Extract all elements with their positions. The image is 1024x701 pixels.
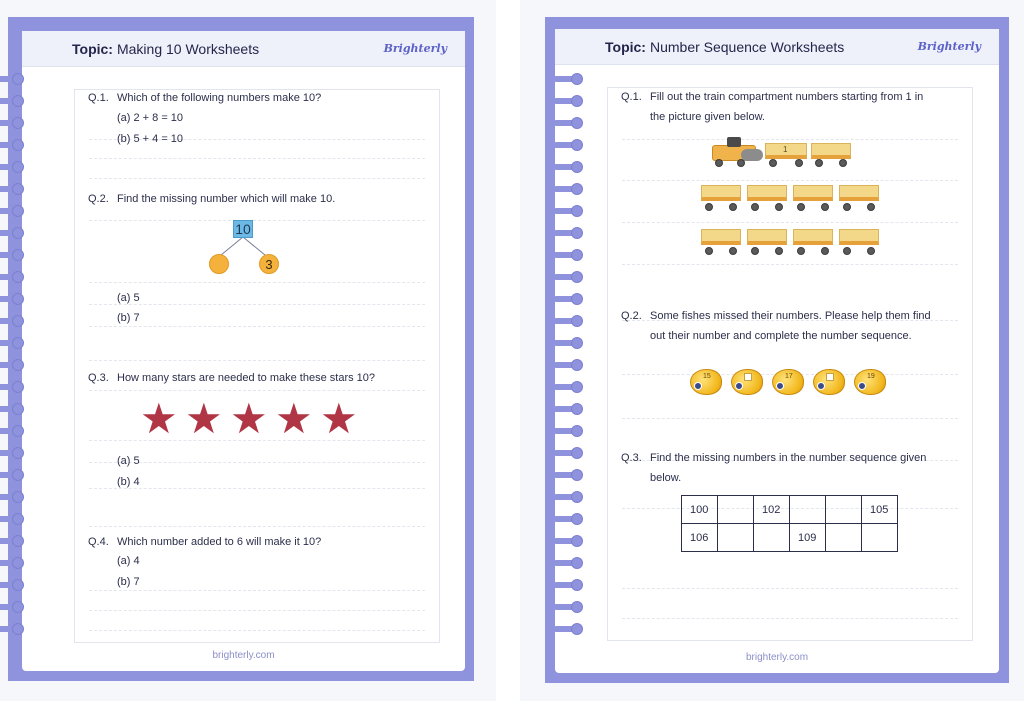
spiral-ring-icon [553, 403, 587, 415]
option-a[interactable]: (a) 5 [117, 455, 140, 467]
train-engine-boiler [741, 149, 763, 161]
question-text: Which number added to 6 will make it 10? [117, 536, 322, 548]
right-worksheet-paper [555, 29, 999, 673]
train-car [747, 185, 787, 201]
train-car-number: 1 [783, 145, 788, 154]
spiral-ring-icon [0, 161, 28, 173]
worksheet-title: Making 10 Worksheets [116, 40, 260, 57]
question-2 [88, 193, 335, 205]
rule-line [89, 220, 425, 221]
train-wheel [843, 203, 851, 211]
spiral-ring-icon [0, 513, 28, 525]
train-wheel [751, 247, 759, 255]
spiral-ring-icon [553, 447, 587, 459]
train-wheel [795, 159, 803, 167]
train-wheel [867, 203, 875, 211]
spiral-ring-icon [553, 601, 587, 613]
rule-line [89, 630, 425, 631]
spiral-ring-icon [0, 271, 28, 283]
question-1-continued: the picture given below. [650, 111, 765, 123]
spiral-ring-icon [553, 271, 587, 283]
table-cell-blank[interactable] [826, 496, 862, 524]
spiral-ring-icon [553, 557, 587, 569]
question-text: Fill out the train compartment numbers starting from 1 in [650, 91, 924, 103]
train-car [793, 229, 833, 245]
spiral-ring-icon [553, 293, 587, 305]
star-icon: ★ [140, 395, 178, 442]
question-number: Q.1. [621, 91, 642, 103]
train-wheel [839, 159, 847, 167]
option-a[interactable]: (a) 5 [117, 292, 140, 304]
spiral-ring-icon [553, 95, 587, 107]
table-cell-blank[interactable] [718, 496, 754, 524]
train-wheel [775, 203, 783, 211]
rule-line [89, 590, 425, 591]
train-wheel [821, 247, 829, 255]
number-bond-part: 3 [259, 254, 279, 274]
train-car [839, 229, 879, 245]
question-3 [88, 372, 375, 384]
spiral-ring-icon [0, 447, 28, 459]
spiral-ring-icon [553, 381, 587, 393]
question-number: Q.3. [621, 452, 642, 464]
spiral-ring-icon [0, 403, 28, 415]
train-car [793, 185, 833, 201]
table-cell: 100 [682, 496, 718, 524]
spiral-ring-icon [0, 139, 28, 151]
left-worksheet-paper [22, 31, 465, 671]
option-a[interactable]: (a) 4 [117, 555, 140, 567]
train-engine-cab [727, 137, 741, 147]
rule-line [89, 360, 425, 361]
spiral-ring-icon [553, 227, 587, 239]
train-car [701, 229, 741, 245]
train-wheel [705, 203, 713, 211]
number-bond-whole: 10 [233, 220, 253, 238]
spiral-ring-icon [0, 359, 28, 371]
spiral-ring-icon [553, 117, 587, 129]
spiral-ring-icon [0, 469, 28, 481]
spiral-ring-icon [0, 557, 28, 569]
option-b[interactable]: (b) 7 [117, 576, 140, 588]
train-wheel [751, 203, 759, 211]
question-text: Some fishes missed their numbers. Please help them find [650, 310, 931, 322]
spiral-ring-icon [0, 183, 28, 195]
spiral-ring-icon [0, 425, 28, 437]
brighterly-logo-icon: Brighterly [383, 42, 447, 55]
rule-line [89, 526, 425, 527]
spiral-ring-icon [553, 535, 587, 547]
spiral-ring-icon [0, 623, 28, 635]
train-wheel [867, 247, 875, 255]
star-icon: ★ [185, 395, 223, 442]
train-wheel [705, 247, 713, 255]
spiral-ring-icon [553, 183, 587, 195]
spiral-ring-icon [0, 293, 28, 305]
spiral-ring-icon [553, 205, 587, 217]
question-text: Find the missing number which will make 10. [117, 193, 336, 205]
question-4 [88, 536, 321, 548]
question-1 [88, 92, 321, 104]
spiral-ring-icon [553, 425, 587, 437]
rule-line [622, 418, 958, 419]
train-wheel [729, 203, 737, 211]
rule-line [622, 588, 958, 589]
table-cell: 109 [790, 524, 826, 552]
spiral-ring-icon [553, 579, 587, 591]
spiral-ring-icon [0, 227, 28, 239]
spiral-ring-icon [0, 535, 28, 547]
number-bond-missing[interactable] [209, 254, 229, 274]
rule-line [89, 178, 425, 179]
question-number: Q.2. [621, 310, 642, 322]
train-wheel [729, 247, 737, 255]
fish-icon[interactable] [731, 369, 763, 395]
option-a[interactable]: (a) 2 + 8 = 10 [117, 112, 184, 124]
table-cell: 105 [862, 496, 898, 524]
question-number: Q.4. [88, 536, 109, 548]
train-wheel [769, 159, 777, 167]
spiral-ring-icon [553, 73, 587, 85]
spiral-ring-icon [553, 337, 587, 349]
rule-line [622, 222, 958, 223]
question-text: How many stars are needed to make these stars 10? [117, 372, 376, 384]
train-wheel [815, 159, 823, 167]
train-wheel [737, 159, 745, 167]
table-cell-blank[interactable] [862, 524, 898, 552]
right-worksheet[interactable] [545, 17, 1009, 683]
right-worksheet-header [555, 29, 999, 65]
spiral-ring-icon [553, 513, 587, 525]
spiral-ring-icon [553, 161, 587, 173]
footer-url[interactable]: brighterly.com [745, 652, 809, 663]
footer-url[interactable]: brighterly.com [212, 650, 275, 661]
topic-label: Topic: [605, 38, 646, 55]
option-b[interactable]: (b) 7 [117, 312, 140, 324]
train-car [701, 185, 741, 201]
question-text: Which of the following numbers make 10? [117, 92, 322, 104]
fish-missing-number[interactable] [826, 373, 834, 381]
question-2 [621, 310, 931, 322]
train-car [839, 185, 879, 201]
rule-line [622, 180, 958, 181]
rule-line [622, 139, 958, 140]
table-cell: 106 [682, 524, 718, 552]
rule-line [89, 304, 425, 305]
spiral-ring-icon [553, 139, 587, 151]
table-row [682, 524, 898, 552]
train-wheel [797, 203, 805, 211]
fish-icon [854, 369, 886, 395]
number-sequence-table [681, 495, 898, 552]
spiral-ring-icon [0, 337, 28, 349]
spiral-ring-icon [553, 469, 587, 481]
star-icon: ★ [320, 395, 358, 442]
fish-number: 19 [867, 373, 875, 380]
question-2-continued: out their number and complete the number sequence. [650, 330, 912, 342]
train-wheel [821, 203, 829, 211]
question-1 [621, 91, 923, 103]
rule-line [622, 618, 958, 619]
rule-line [89, 326, 425, 327]
train-wheel [775, 247, 783, 255]
spiral-ring-icon [0, 205, 28, 217]
question-3 [621, 452, 926, 464]
question-number: Q.1. [88, 92, 109, 104]
brighterly-logo-icon: Brighterly [917, 40, 981, 53]
option-b[interactable]: (b) 4 [117, 476, 140, 488]
spiral-ring-icon [0, 381, 28, 393]
train-wheel [715, 159, 723, 167]
table-cell: 102 [754, 496, 790, 524]
question-number: Q.3. [88, 372, 109, 384]
table-cell-blank[interactable] [754, 524, 790, 552]
spiral-ring-icon [0, 249, 28, 261]
worksheet-title: Number Sequence Worksheets [649, 38, 845, 55]
table-cell-blank[interactable] [826, 524, 862, 552]
train-wheel [797, 247, 805, 255]
spiral-ring-icon [0, 579, 28, 591]
rule-line [89, 282, 425, 283]
table-row [682, 496, 898, 524]
fish-icon [690, 369, 722, 395]
spiral-ring-icon [0, 491, 28, 503]
spiral-ring-icon [0, 117, 28, 129]
fish-icon [772, 369, 804, 395]
spiral-ring-icon [0, 73, 28, 85]
fish-icon[interactable] [813, 369, 845, 395]
spiral-ring-icon [553, 359, 587, 371]
question-text: Find the missing numbers in the number sequence given [650, 452, 927, 464]
spiral-ring-icon [553, 249, 587, 261]
topic-label: Topic: [72, 40, 113, 57]
spiral-ring-icon [553, 491, 587, 503]
spiral-ring-icon [553, 623, 587, 635]
table-cell-blank[interactable] [718, 524, 754, 552]
option-b[interactable]: (b) 5 + 4 = 10 [117, 133, 184, 145]
star-icon: ★ [230, 395, 268, 442]
fish-number: 17 [785, 373, 793, 380]
rule-line [622, 264, 958, 265]
train-car [747, 229, 787, 245]
table-cell-blank[interactable] [790, 496, 826, 524]
rule-line [89, 488, 425, 489]
spiral-ring-icon [0, 95, 28, 107]
question-3-continued: below. [650, 472, 682, 484]
rule-line [89, 390, 425, 391]
rule-line [89, 158, 425, 159]
star-icon: ★ [275, 395, 313, 442]
fish-missing-number[interactable] [744, 373, 752, 381]
spiral-ring-icon [0, 601, 28, 613]
train-wheel [843, 247, 851, 255]
question-box [607, 87, 973, 641]
fish-number: 15 [703, 373, 711, 380]
left-worksheet-header [22, 31, 465, 67]
spiral-ring-icon [0, 315, 28, 327]
rule-line [89, 610, 425, 611]
spiral-ring-icon [553, 315, 587, 327]
question-number: Q.2. [88, 193, 109, 205]
left-worksheet[interactable] [8, 17, 474, 681]
train-car [811, 143, 851, 159]
